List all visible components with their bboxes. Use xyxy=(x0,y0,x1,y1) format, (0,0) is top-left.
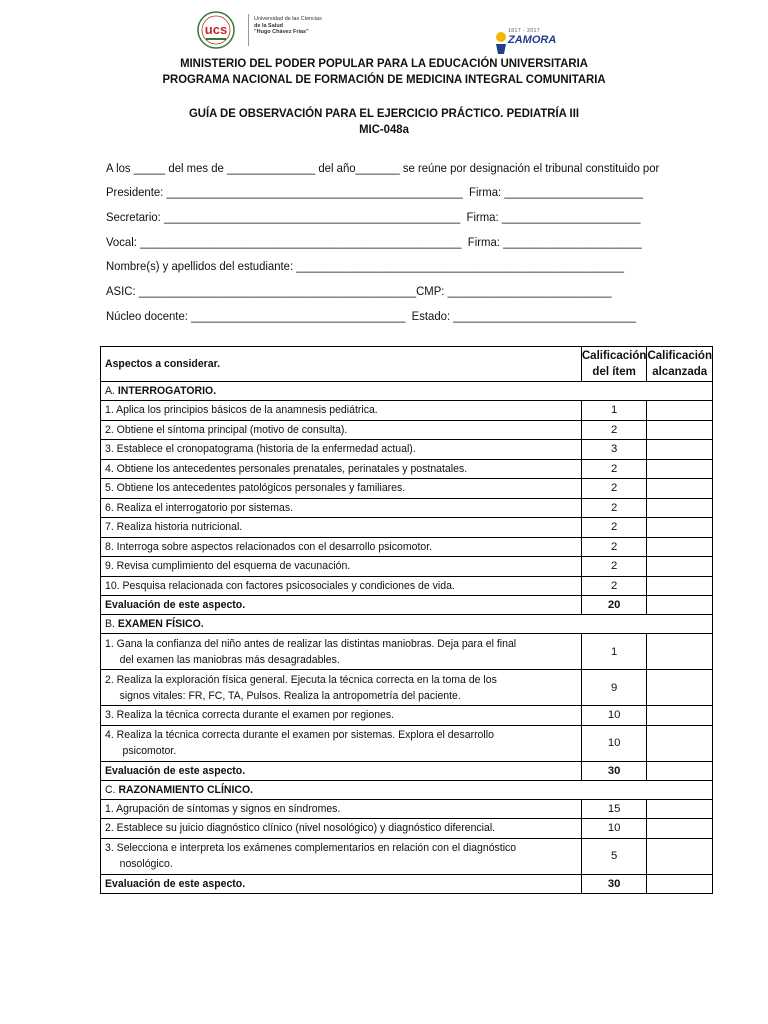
university-name: Universidad de las Ciencias de la Salud "Hugo Chávez Frías" xyxy=(254,16,322,35)
table-row: 1. Agrupación de síntomas y signos en síndromes. 15 xyxy=(101,799,713,819)
achieved-cell[interactable] xyxy=(647,479,713,499)
section-a-total-row: Evaluación de este aspecto. 20 xyxy=(101,596,713,615)
secretary-field: Secretario: _______________________________________________ Firma: ______________________ xyxy=(106,210,641,224)
table-row: 3. Selecciona e interpreta los exámenes complementarios en relación con el diagnóstico nosológico. 5 xyxy=(101,838,713,874)
table-row: 8. Interroga sobre aspectos relacionados con el desarrollo psicomotor. 2 xyxy=(101,537,713,557)
table-row: 3. Realiza la técnica correcta durante el examen por regiones. 10 xyxy=(101,706,713,726)
table-row: 2. Obtiene el síntoma principal (motivo de consulta). 2 xyxy=(101,420,713,440)
logo-divider xyxy=(248,14,249,46)
achieved-cell[interactable] xyxy=(647,537,713,557)
table-row: 9. Revisa cumplimiento del esquema de vacunación. 2 xyxy=(101,557,713,577)
section-a-row xyxy=(101,382,713,401)
table-row: 2. Realiza la exploración física general. Ejecuta la técnica correcta en la toma de los signos vitales: FR, FC, TA, Pulsos. Realiza la antropometría del paciente. 9 xyxy=(101,670,713,706)
achieved-cell[interactable] xyxy=(647,838,713,874)
guide-title: GUÍA DE OBSERVACIÓN PARA EL EJERCICIO PRÁCTICO. PEDIATRÍA III xyxy=(188,106,580,120)
section-b-row xyxy=(101,615,713,634)
achieved-cell[interactable] xyxy=(647,440,713,460)
table-row: 10. Pesquisa relacionada con factores psicosociales y condiciones de vida. 2 xyxy=(101,576,713,596)
section-b-total-row: Evaluación de este aspecto. 30 xyxy=(101,761,713,780)
table-row: 5. Obtiene los antecedentes patológicos personales y familiares. 2 xyxy=(101,479,713,499)
header-item-score: Calificación del ítem xyxy=(581,347,647,382)
table-row: 1. Gana la confianza del niño antes de realizar las distintas maniobras. Deja para el final del examen las maniobras más desagradables. 1 xyxy=(101,634,713,670)
zamora-logo xyxy=(494,24,562,60)
section-c-title: C. RAZONAMIENTO CLÍNICO. xyxy=(101,780,713,799)
section-a-title: A. INTERROGATORIO. xyxy=(101,382,713,401)
table-row: 4. Obtiene los antecedentes personales prenatales, perinatales y postnatales. 2 xyxy=(101,459,713,479)
svg-text:ucs: ucs xyxy=(204,22,228,37)
achieved-cell[interactable] xyxy=(647,576,713,596)
evaluation-table xyxy=(100,346,713,894)
achieved-cell[interactable] xyxy=(647,725,713,761)
vocal-field: Vocal: ___________________________________________________ Firma: ______________________ xyxy=(106,235,642,249)
ucs-logo xyxy=(190,10,330,50)
ministry-title: MINISTERIO DEL PODER POPULAR PARA LA EDUCACIÓN UNIVERSITARIA xyxy=(180,56,588,70)
achieved-cell[interactable] xyxy=(647,819,713,839)
achieved-cell[interactable] xyxy=(647,401,713,421)
table-header-row xyxy=(101,347,713,382)
achieved-cell[interactable] xyxy=(647,799,713,819)
achieved-cell[interactable] xyxy=(647,706,713,726)
section-c-total-row: Evaluación de este aspecto. 30 xyxy=(101,874,713,893)
student-name-field: Nombre(s) y apellidos del estudiante: ____________________________________________________ xyxy=(106,259,625,273)
guide-code: MIC-048a xyxy=(359,122,409,136)
table-row: 6. Realiza el interrogatorio por sistemas. 2 xyxy=(101,498,713,518)
table-row: 2. Establece su juicio diagnóstico clínico (nivel nosológico) y diagnóstico diferencial. 10 xyxy=(101,819,713,839)
achieved-cell[interactable] xyxy=(647,498,713,518)
table-row: 7. Realiza historia nutricional. 2 xyxy=(101,518,713,538)
achieved-cell[interactable] xyxy=(647,518,713,538)
achieved-total-cell[interactable] xyxy=(647,596,713,615)
date-line: A los _____ del mes de ______________ del año_______ se reúne por designación el tribunal constituido por xyxy=(106,161,660,175)
asic-cmp-field: ASIC: ____________________________________________CMP: __________________________ xyxy=(106,284,612,298)
section-c-row xyxy=(101,780,713,799)
zamora-years: 1817 - 2017 xyxy=(508,28,541,34)
zamora-emblem-icon xyxy=(494,28,508,58)
president-field: Presidente: _______________________________________________ Firma: ______________________ xyxy=(106,185,644,199)
achieved-cell[interactable] xyxy=(647,634,713,670)
achieved-cell[interactable] xyxy=(647,420,713,440)
program-title: PROGRAMA NACIONAL DE FORMACIÓN DE MEDICINA INTEGRAL COMUNITARIA xyxy=(162,72,606,86)
table-row: 4. Realiza la técnica correcta durante el examen por sistemas. Explora el desarrollo psicomotor. 10 xyxy=(101,725,713,761)
header-aspects: Aspectos a considerar. xyxy=(101,347,582,382)
zamora-name: ZAMORA xyxy=(508,34,557,46)
section-b-title: B. EXAMEN FÍSICO. xyxy=(101,615,713,634)
achieved-total-cell[interactable] xyxy=(647,761,713,780)
nucleo-estado-field: Núcleo docente: __________________________________ Estado: _____________________________ xyxy=(106,309,637,323)
header-achieved-score: Calificación alcanzada xyxy=(647,347,713,382)
achieved-cell[interactable] xyxy=(647,459,713,479)
table-row: 1. Aplica los principios básicos de la anamnesis pediátrica. 1 xyxy=(101,401,713,421)
achieved-total-cell[interactable] xyxy=(647,874,713,893)
table-row: 3. Establece el cronopatograma (historia de la enfermedad actual). 3 xyxy=(101,440,713,460)
ucs-seal-icon xyxy=(190,10,246,50)
achieved-cell[interactable] xyxy=(647,557,713,577)
achieved-cell[interactable] xyxy=(647,670,713,706)
